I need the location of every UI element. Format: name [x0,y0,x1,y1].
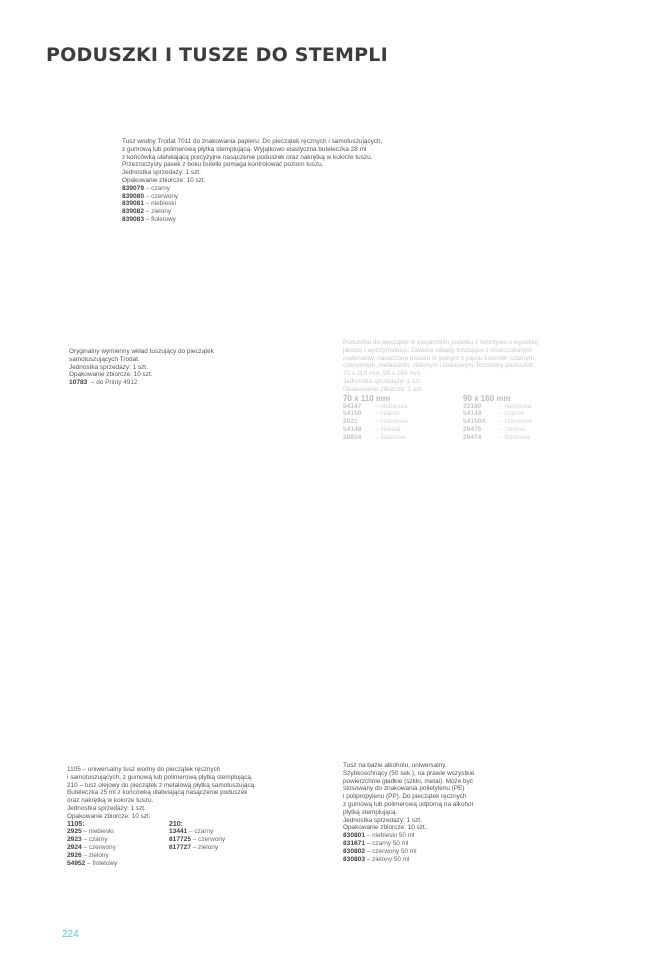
product-color: – zielony [192,843,219,851]
text-line: Jednostka sprzedaży: 1 szt. [122,169,201,177]
list-item [67,852,169,860]
list-item [343,832,543,840]
list-item [169,844,289,852]
description [122,138,442,185]
product-code: 13441 [169,828,188,836]
text-line: płytką stemplującą. [343,808,398,816]
product-color: – niebieska [499,402,532,410]
product-desc: – niebieski 50 ml [366,832,415,840]
product-color: – czarny [145,184,170,192]
product-color: – czerwona [499,418,532,426]
list-item [169,828,289,836]
text-line: Opakowanie zbiorcze: 10 szt. [122,176,206,184]
product-color: – zielony [145,208,172,216]
product-color: – fioletowa [375,433,406,441]
product-code: 28814 [343,433,362,441]
list-item [463,426,578,434]
list-item [463,418,578,426]
product-code: 831671 [343,839,366,847]
product-color: – zielona [499,425,525,433]
product-color: – czerwona [375,418,408,426]
list-item [343,403,463,411]
product-code: 830802 [343,847,366,855]
list-item [122,200,442,208]
text-line: samotuszujących Trodat. [69,355,140,363]
list-item [343,840,543,848]
product-code: 830801 [343,832,366,840]
product-columns [67,821,307,868]
product-code: 839081 [122,200,145,208]
text-line: 1105 – uniwersalny tusz wodny do pieczątek ręcznych [67,766,221,773]
list-item [463,410,578,418]
text-line: Buteleczka 25 ml z końcówką ułatwiającą nasączenie poduszek [67,789,248,797]
product-code: 54149 [463,410,482,418]
description [69,348,269,379]
list-item [67,836,169,844]
text-line: Opakowanie zbiorcze: 10 szt. [67,812,151,820]
product-code: 2921 [343,418,358,426]
product-code: 54147 [343,402,362,410]
product-code: 54150A [463,418,487,426]
text-line: 70 x 110 mm, 90 x 160 mm. [343,370,422,378]
text-line: Przezroczysty pasek z boku butelki pomaga kontrolować poziom tuszu. [122,161,324,169]
list-item [67,860,169,868]
product-color: – czerwony [145,192,179,200]
list-item [463,403,578,411]
product-desc: – zielony 50 ml [366,855,410,863]
text-line: powierzchnie gładkie (szkło, metal). Może być [343,777,473,785]
product-color: – czerwony [83,843,116,851]
text-line: Jednostka sprzedaży: 1 szt. [69,363,148,371]
ink-1105-column [67,821,169,868]
product-code: 839079 [122,184,145,192]
product-code: 839080 [122,192,145,200]
text-line: Tusz na bazie alkoholu, uniwersalny. [343,762,447,769]
product-desc: – czarny 50 ml [366,839,409,847]
product-color: – fioletowa [499,433,530,441]
product-color: – fioletowy [145,215,176,223]
trodat-7011-ink-block [122,138,442,224]
product-code: 830803 [343,855,366,863]
product-desc: – do Printy 4912 [90,379,138,387]
product-color: – czarna [375,410,400,418]
list-item [343,418,463,426]
product-color: – zielony [83,851,109,859]
description [343,762,543,832]
ink-210-column [169,821,289,868]
product-color: – fioletowy [87,859,118,867]
column-heading: 70 x 110 mm [343,393,391,403]
list-item [343,426,463,434]
product-color: – niebieska [375,402,408,410]
product-code: 54150 [343,410,362,418]
product-color: – czarny [189,828,214,836]
product-code: 2924 [67,843,82,851]
size-column-large [463,394,578,442]
column-heading: 90 x 160 mm [463,393,511,403]
list-item [122,185,442,193]
product-color: – czarna [499,410,524,418]
alcohol-ink-block [343,762,543,863]
text-line: Oryginalny wymienny wkład tuszujący do pieczątek [69,348,214,355]
product-color: – niebieski [145,200,176,208]
list-item [463,434,578,442]
product-code: 26475 [463,425,482,433]
text-line: oraz nakrętką w kolorze tuszu. [67,797,154,805]
text-line: materiałów, nasączone tuszem w jednym z pięciu kolorów: czarnym, [343,354,536,362]
product-code: 10783 [69,379,88,387]
product-list [343,832,543,863]
text-line: jakości i wytrzymałości. Zawiera wkłady tuszujące z nowoczesnych [343,346,533,354]
text-line: Opakowanie zbiorcze: 10 szt. [343,824,427,832]
ink-1105-210-block [67,766,307,867]
product-code: 839082 [122,208,145,216]
text-line: Jednostka sprzedaży: 1 szt. [67,804,146,812]
product-code: 33180 [463,402,482,410]
text-line: z gumową lub polimerową płytką stemplującą. Wyjątkowo elastyczna buteleczka 28 ml [122,145,367,153]
product-code: 817727 [169,843,192,851]
text-line: Szybkoschnący (50 sek.), na prawie wszystkie [343,769,475,777]
text-line: 210 – tusz olejowy do pieczątek z metalową płytką samotuszującą. [67,781,256,789]
product-code: 2926 [67,851,82,859]
product-color: – zielona [375,425,401,433]
list-item [343,848,543,856]
description [343,339,583,394]
list-item [169,836,289,844]
product-color: – czarny [83,836,108,844]
list-item [122,193,442,201]
text-line: Tusz wodny Trodat 7011 do znakowania papieru. Do pieczątek ręcznych i samotuszujących, [122,138,383,145]
description [67,766,307,821]
product-desc: – czerwony 50 ml [366,847,417,855]
list-item [67,844,169,852]
list-item [343,434,463,442]
list-item [343,410,463,418]
list-item [122,208,442,216]
page-title: PODUSZKI I TUSZE DO STEMPLI [46,44,388,66]
text-line: czerwonym, niebieskim, zielonym i fioletowym. Rozmiary poduszek: [343,362,535,370]
text-line: Jednostka sprzedaży: 1 szt. [343,377,422,385]
list-item [69,379,269,387]
product-code: 54952 [67,859,86,867]
stamp-pad-block [343,339,583,442]
product-code: 54148 [343,425,362,433]
product-list [122,185,442,224]
text-line: z gumową lub polimerową odporną na alkohol [343,800,474,808]
text-line: Poduszka do pieczątek w eleganckim pudełku z tworzywa o wysokiej [343,339,539,346]
product-code: 26474 [463,433,482,441]
product-columns [343,394,583,442]
text-line: stosowany do znakowania polietylenu (PE) [343,785,465,793]
text-line: Opakowanie zbiorcze: 1 szt. [343,385,423,393]
product-code: 839083 [122,215,145,223]
product-color: – niebieski [83,828,114,836]
size-column-small [343,394,463,442]
product-code: 2923 [67,836,82,844]
product-code: 2925 [67,828,82,836]
replacement-pad-block [69,348,269,387]
list-item [122,216,442,224]
text-line: Opakowanie zbiorcze: 10 szt. [69,371,153,379]
column-heading: 210: [169,820,184,828]
product-color: – czerwony [192,836,226,844]
text-line: i samotuszujących, z gumową lub polimerową płytką stemplującą. [67,773,253,781]
list-item [67,828,169,836]
text-line: Jednostka sprzedaży: 1 szt. [343,816,422,824]
list-item [343,856,543,864]
product-code: 817725 [169,836,192,844]
column-heading: 1105: [67,820,85,828]
page-number: 224 [62,929,79,940]
text-line: z końcówką ułatwiającą precyzyjne nasączenie poduszek oraz nakrętką w kolorze tuszu. [122,153,373,161]
text-line: i polipropylenu (PP). Do pieczątek ręcznych [343,793,467,801]
